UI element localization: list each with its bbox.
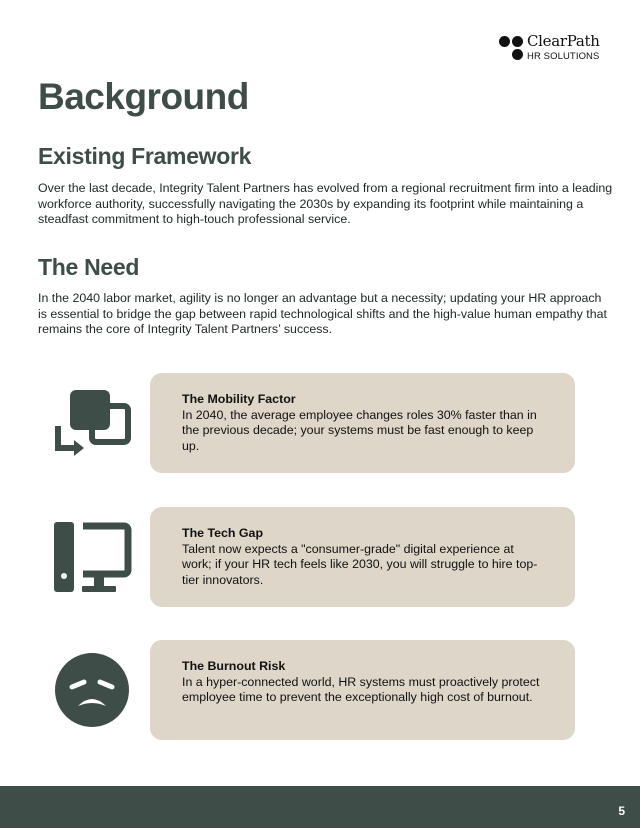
mobility-icon bbox=[52, 382, 132, 462]
burnout-risk-card bbox=[150, 640, 575, 740]
logo-text bbox=[527, 34, 600, 62]
logo-dots-icon bbox=[499, 34, 525, 62]
page-footer bbox=[0, 786, 640, 828]
tech-gap-card bbox=[150, 507, 575, 607]
framework-paragraph: Over the last decade, Integrity Talent Partners has evolved from a regional recruitment firm into a leading workforce authority, successfully navigating the 2030s by expanding its footprint while maintaining a steadfast commitment to high-touch professional service. bbox=[38, 181, 613, 226]
card-body: Talent now expects a "consumer-grade" digital experience at work; if your HR tech feels like 2030, you will struggle to hire top-tier innovators. bbox=[182, 541, 538, 587]
card-body: In a hyper-connected world, HR systems must proactively protect employee time to prevent the exceptionally high cost of burnout. bbox=[182, 674, 540, 704]
mobility-factor-card bbox=[150, 373, 575, 473]
need-heading: The Need bbox=[38, 254, 140, 280]
need-paragraph: In the 2040 labor market, agility is no longer an advantage but a necessity; updating your HR approach is essential to bridge the gap between rapid technological shifts and the high-value human empathy that remains the core of Integrity Talent Partners’ success. bbox=[38, 291, 607, 336]
card-title: The Burnout Risk bbox=[182, 659, 286, 673]
logo-name: ClearPath bbox=[527, 32, 600, 51]
sad-face-icon bbox=[52, 652, 132, 732]
card-body: In 2040, the average employee changes roles 30% faster than in the previous decade; your systems must be fast enough to keep up. bbox=[182, 407, 537, 453]
page-number: 5 bbox=[618, 804, 625, 818]
logo-subtitle: HR SOLUTIONS bbox=[527, 51, 600, 63]
page-title: Background bbox=[38, 76, 249, 117]
company-logo bbox=[499, 34, 600, 62]
computer-icon bbox=[52, 518, 132, 598]
framework-heading: Existing Framework bbox=[38, 143, 252, 169]
card-title: The Mobility Factor bbox=[182, 392, 296, 406]
card-title: The Tech Gap bbox=[182, 526, 264, 540]
